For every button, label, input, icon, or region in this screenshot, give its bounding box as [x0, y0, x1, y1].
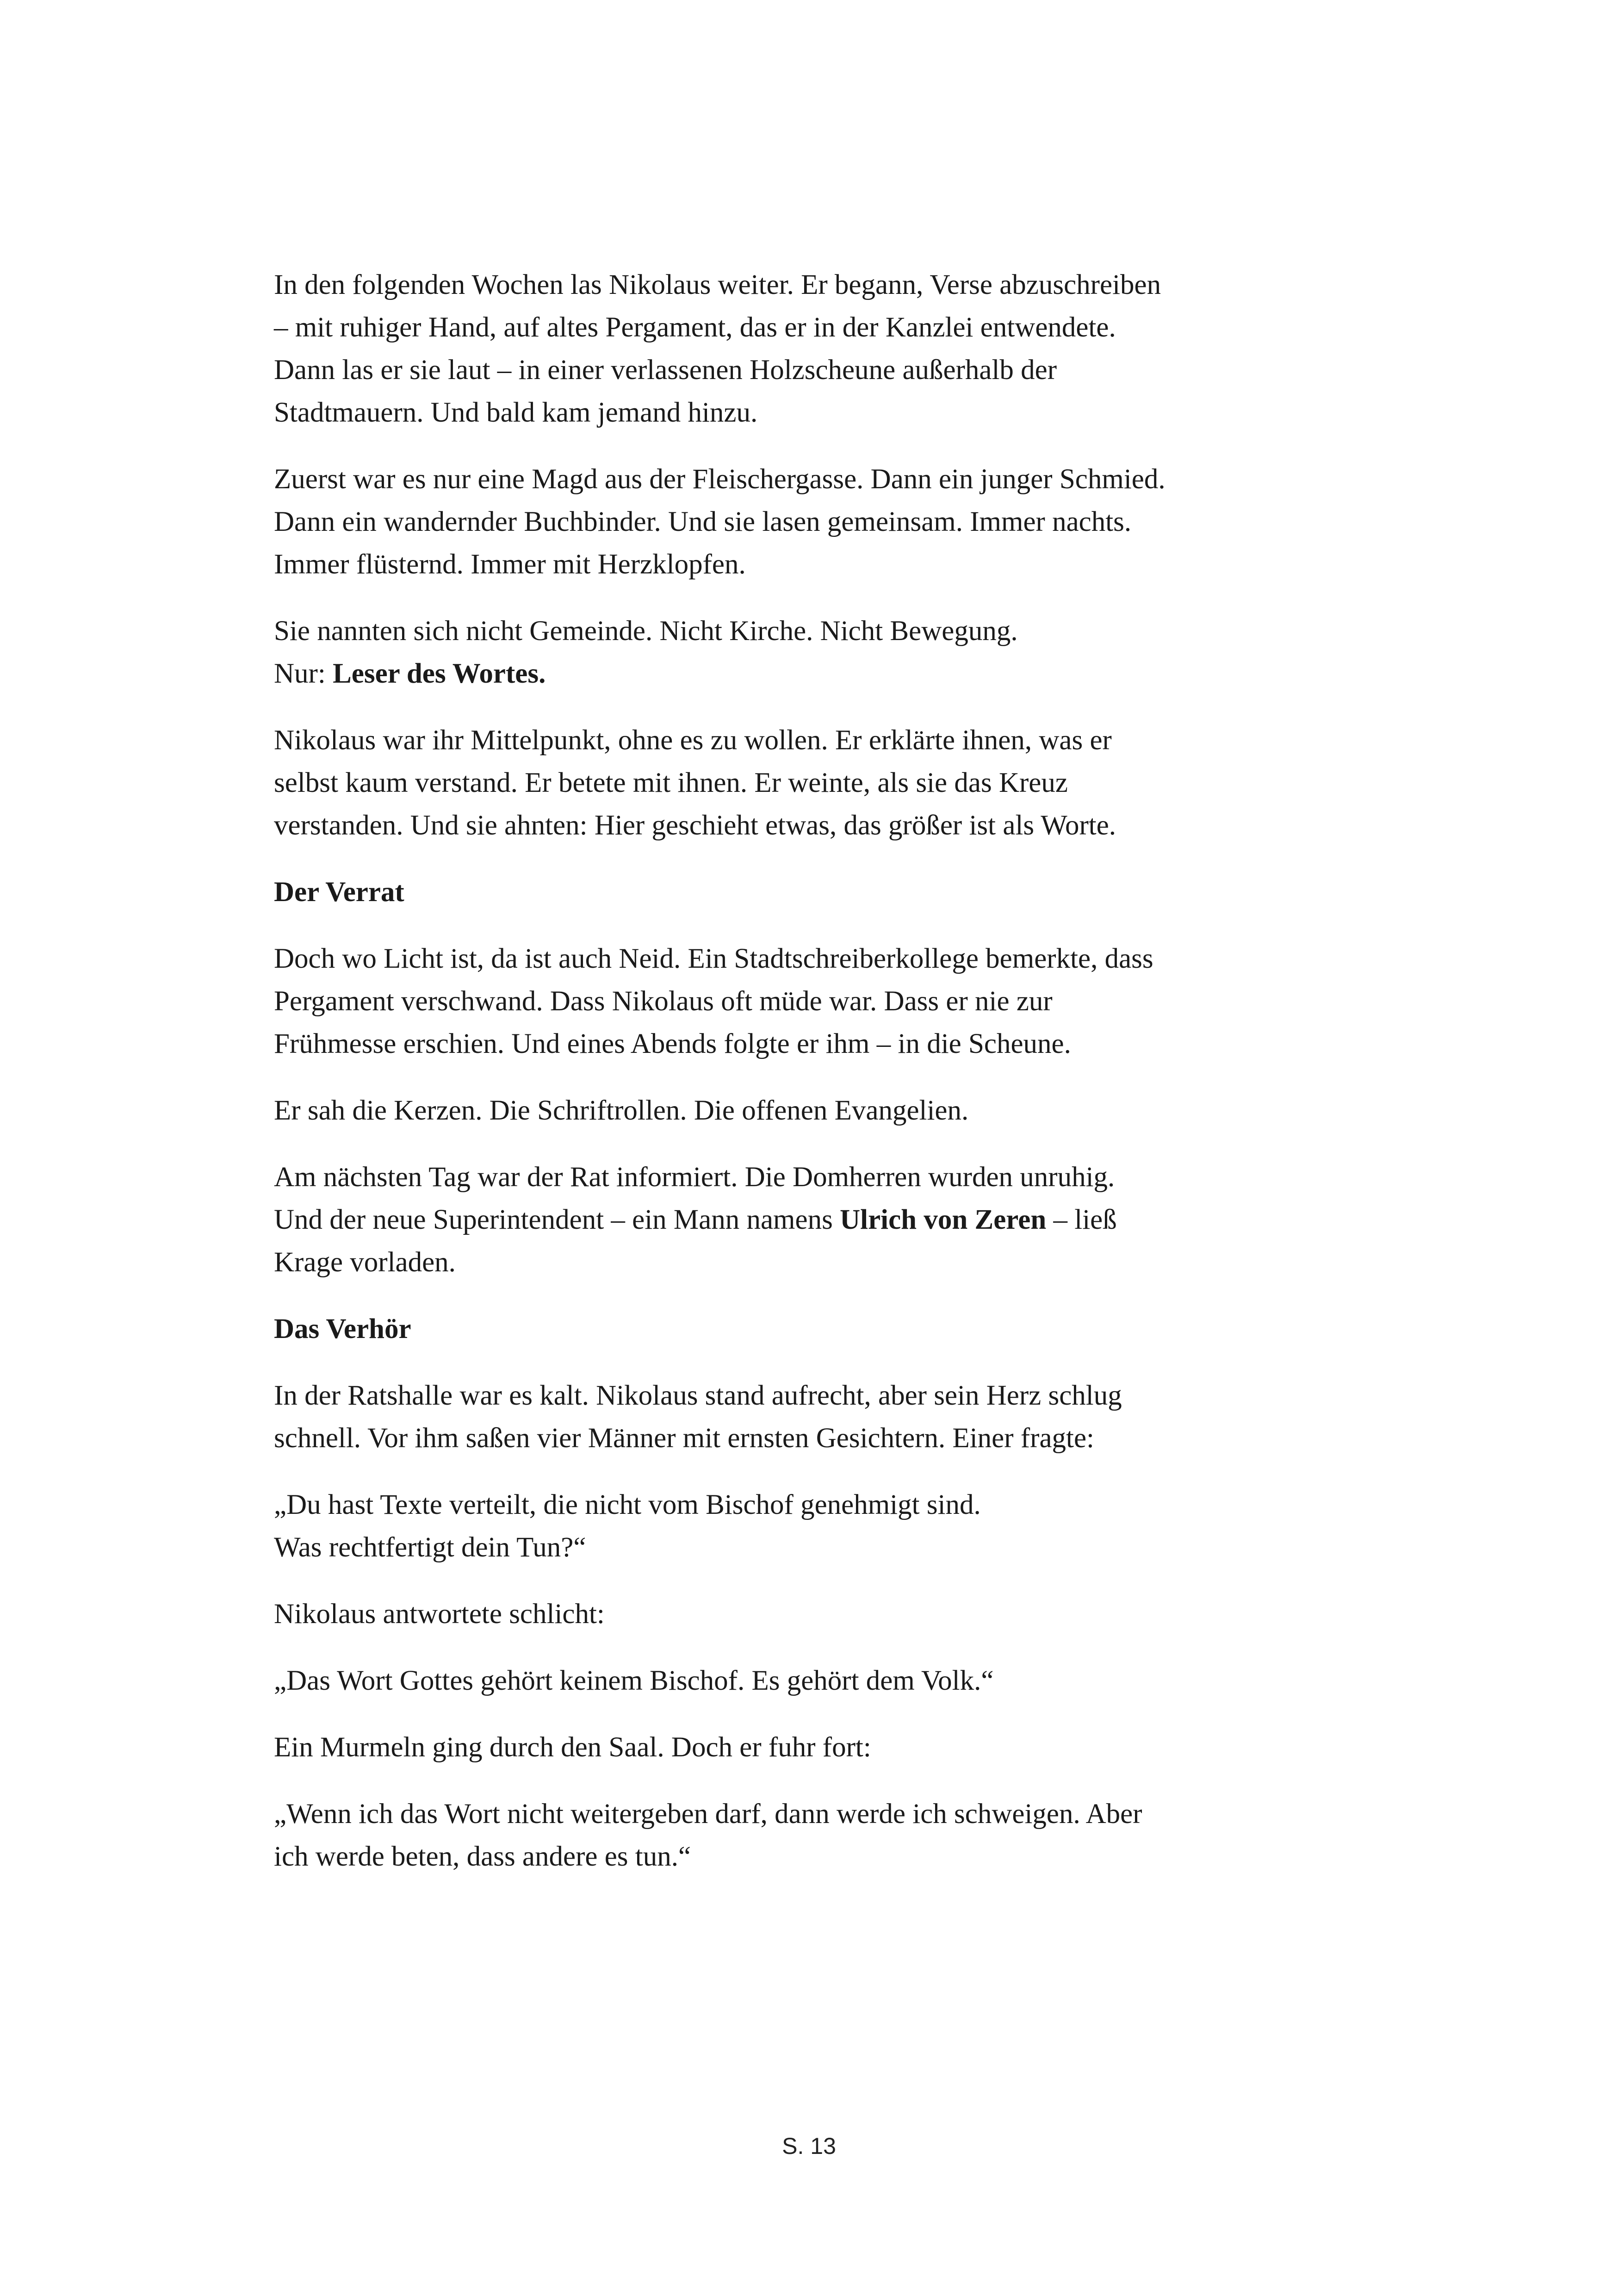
section-heading: Das Verhör [274, 1313, 411, 1344]
paragraph [274, 458, 1375, 586]
paragraph [274, 1089, 1375, 1132]
paragraph [274, 1484, 1375, 1569]
text-line: In der Ratshalle war es kalt. Nikolaus stand aufrecht, aber sein Herz schlug [274, 1380, 1122, 1411]
text-line: Zuerst war es nur eine Magd aus der Fleischergasse. Dann ein junger Schmied. [274, 464, 1165, 495]
text-line: „Wenn ich das Wort nicht weitergeben darf, dann werde ich schweigen. Aber [274, 1798, 1142, 1829]
paragraph [274, 264, 1375, 434]
paragraph [274, 610, 1375, 695]
text-line: Ein Murmeln ging durch den Saal. Doch er fuhr fort: [274, 1732, 871, 1763]
section-heading: Der Verrat [274, 877, 404, 908]
text-line: Doch wo Licht ist, da ist auch Neid. Ein Stadtschreiberkollege bemerkte, dass [274, 943, 1153, 974]
bold-phrase: Ulrich von Zeren [840, 1204, 1047, 1235]
text-line: Was rechtfertigt dein Tun?“ [274, 1532, 586, 1563]
text-line: Pergament verschwand. Dass Nikolaus oft müde war. Dass er nie zur [274, 986, 1053, 1017]
text-line: selbst kaum verstand. Er betete mit ihnen. Er weinte, als sie das Kreuz [274, 767, 1068, 798]
text-line: Frühmesse erschien. Und eines Abends folgte er ihm – in die Scheune. [274, 1028, 1071, 1059]
text-line: Am nächsten Tag war der Rat informiert. Die Domherren wurden unruhig. [274, 1162, 1115, 1193]
text-line: Sie nannten sich nicht Gemeinde. Nicht Kirche. Nicht Bewegung. [274, 616, 1018, 647]
text-line: Er sah die Kerzen. Die Schriftrollen. Die offenen Evangelien. [274, 1095, 969, 1126]
text-line [274, 1199, 1375, 1241]
paragraph [274, 1793, 1375, 1878]
text-line: Immer flüsternd. Immer mit Herzklopfen. [274, 549, 746, 580]
text-line: – mit ruhiger Hand, auf altes Pergament, das er in der Kanzlei entwendete. [274, 312, 1116, 343]
text-line: verstanden. Und sie ahnten: Hier geschieht etwas, das größer ist als Worte. [274, 810, 1116, 841]
text-line: Dann ein wandernder Buchbinder. Und sie lasen gemeinsam. Immer nachts. [274, 506, 1132, 537]
text-line: schnell. Vor ihm saßen vier Männer mit ernsten Gesichtern. Einer fragte: [274, 1423, 1094, 1454]
paragraph [274, 1375, 1375, 1460]
paragraph [274, 719, 1375, 847]
page-number: S. 13 [782, 2133, 836, 2159]
text-line [274, 653, 1375, 695]
paragraph [274, 1593, 1375, 1636]
text-line: Krage vorladen. [274, 1247, 456, 1278]
bold-phrase: Leser des Wortes. [333, 658, 546, 689]
page-body [274, 264, 1375, 1902]
paragraph [274, 938, 1375, 1065]
text-segment: – ließ [1046, 1204, 1117, 1235]
text-line: „Das Wort Gottes gehört keinem Bischof. Es gehört dem Volk.“ [274, 1665, 994, 1696]
text-line: Dann las er sie laut – in einer verlassenen Holzscheune außerhalb der [274, 355, 1057, 386]
text-line: Stadtmauern. Und bald kam jemand hinzu. [274, 397, 758, 428]
text-line: Nikolaus antwortete schlicht: [274, 1599, 605, 1630]
text-line: „Du hast Texte verteilt, die nicht vom Bischof genehmigt sind. [274, 1489, 981, 1520]
paragraph [274, 1726, 1375, 1769]
text-line: ich werde beten, dass andere es tun.“ [274, 1841, 691, 1872]
text-segment: Und der neue Superintendent – ein Mann namens [274, 1204, 840, 1235]
text-segment: Nur: [274, 658, 333, 689]
text-line: In den folgenden Wochen las Nikolaus weiter. Er begann, Verse abzuschreiben [274, 269, 1161, 300]
paragraph [274, 1660, 1375, 1702]
text-line: Nikolaus war ihr Mittelpunkt, ohne es zu wollen. Er erklärte ihnen, was er [274, 725, 1112, 756]
paragraph [274, 1156, 1375, 1284]
